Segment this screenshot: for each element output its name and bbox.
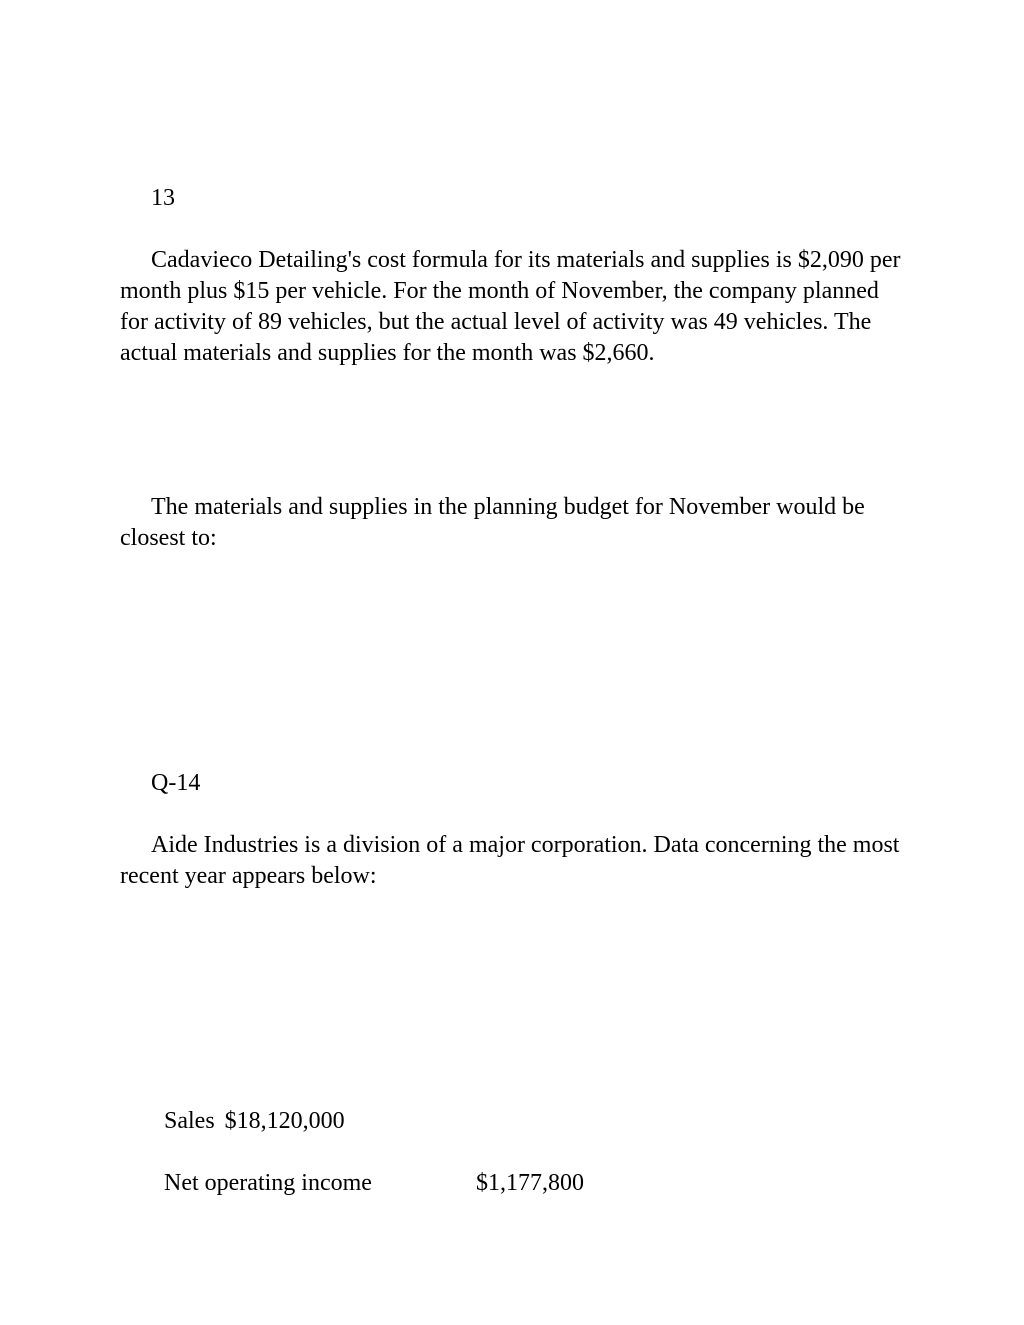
sales-value: $18,120,000 <box>224 1108 345 1134</box>
question-14-number: Q-14 <box>151 770 201 796</box>
question-14-body: Aide Industries is a division of a major corporation. Data concerning the most recent year appears below: <box>120 832 900 889</box>
question-13-prompt: The materials and supplies in the planning budget for November would be closest to: <box>120 494 865 551</box>
net-operating-income-label: Net operating income <box>164 1170 372 1196</box>
question-13-number: 13 <box>151 185 175 211</box>
net-operating-income-value: $1,177,800 <box>476 1170 584 1196</box>
sales-row <box>164 1106 345 1137</box>
sales-label: Sales <box>164 1108 215 1134</box>
question-13-body: Cadavieco Detailing's cost formula for its materials and supplies is $2,090 per month plus $15 per vehicle. For the month of November, the company planned for activity of 89 vehicles, but the actual level of activity was 49 vehicles. The actual materials and supplies for the month was $2,660. <box>120 247 901 366</box>
net-operating-income-row <box>164 1168 584 1199</box>
